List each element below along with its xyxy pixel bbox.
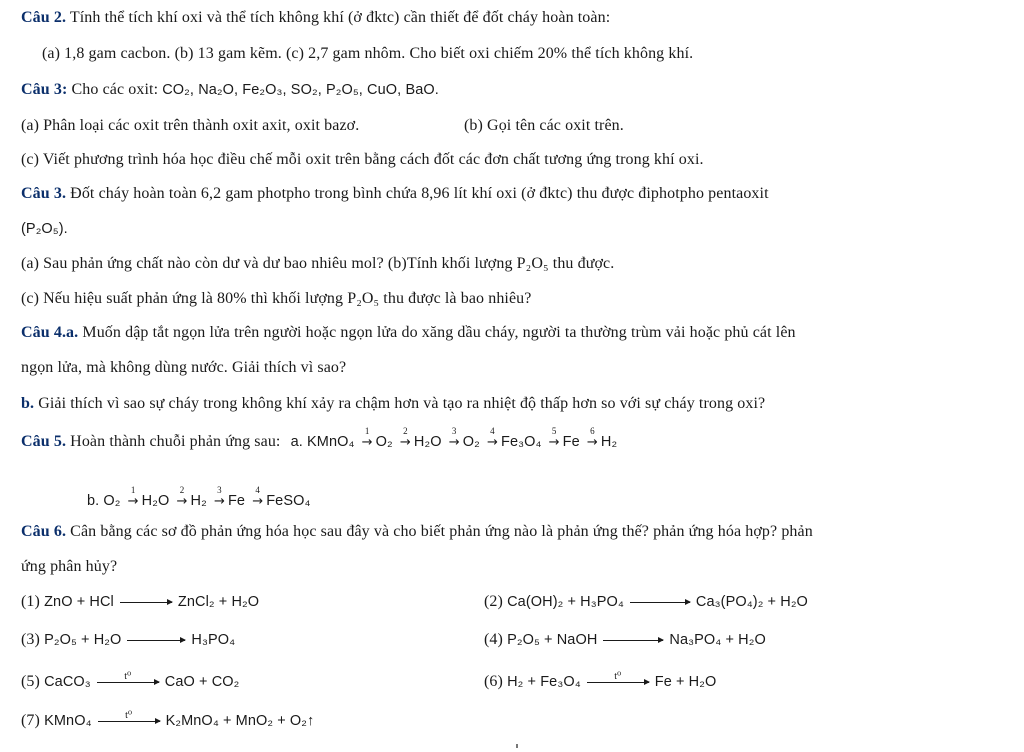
reaction-3 (21, 630, 235, 650)
reaction-arrow: 2 → (176, 485, 188, 509)
q3-label: Câu 3: (21, 81, 68, 98)
oxide: CuO (367, 82, 398, 98)
chain-a-item: H₂O (413, 434, 442, 450)
q3b-label: Câu 3. (21, 185, 67, 202)
q3b-c: (c) Nếu hiệu suất phản ứng là 80% thì khối lượng P₂O₅ thu được là bao nhiêu? (21, 290, 532, 307)
reaction-arrow-heat: t⁰ (587, 682, 649, 683)
q6-line2: ứng phân hủy? (21, 558, 118, 575)
reaction-7 (21, 711, 314, 731)
q3-text: Cho các oxit: (71, 81, 159, 98)
reaction-lhs: P₂O₅ + NaOH (507, 632, 598, 648)
q3-b: (b) Gọi tên các oxit trên. (464, 117, 624, 134)
reaction-rhs: ZnCl₂ + H₂O (177, 594, 260, 610)
scan-mark (516, 744, 518, 748)
q3-c: (c) Viết phương trình hóa học điều chế mỗi oxit trên bằng cách đốt các đơn chất tương ứng trong khí oxi. (21, 151, 704, 168)
q2-label: Câu 2. (21, 9, 67, 26)
reaction-arrow-heat: t⁰ (98, 721, 160, 722)
q4-line (21, 323, 796, 343)
reaction-lhs: P₂O₅ + H₂O (44, 632, 122, 648)
chain-b (87, 485, 311, 512)
reaction-number: (3) (21, 631, 40, 648)
reaction-arrow: 3 → (213, 485, 225, 509)
reaction-1 (21, 592, 259, 612)
q2-line2: (a) 1,8 gam cacbon. (b) 13 gam kẽm. (c) 2,7 gam nhôm. Cho biết oxi chiếm 20% thể tích không khí. (42, 45, 694, 62)
oxide: SO₂ (290, 82, 318, 98)
reaction-lhs: H₂ + Fe₃O₄ (507, 674, 581, 690)
q5-line (21, 426, 618, 453)
oxide: CO₂ (162, 82, 190, 98)
reaction-arrow: 2 → (399, 426, 411, 450)
q6-line (21, 522, 813, 542)
oxide: P₂O₅ (325, 82, 359, 98)
reaction-arrow (120, 602, 172, 603)
reaction-arrow: 4 → (252, 485, 264, 509)
reaction-4 (484, 630, 766, 650)
q6-label: Câu 6. (21, 523, 67, 540)
reaction-arrow (127, 640, 185, 641)
q3b-text: Đốt cháy hoàn toàn 6,2 gam photpho trong bình chứa 8,96 lít khí oxi (ở đktc) thu được điphotpho pentaoxit (70, 185, 769, 202)
reaction-lhs: CaCO₃ (44, 674, 91, 690)
reaction-rhs: Na₃PO₄ + H₂O (669, 632, 766, 648)
q3-line (21, 80, 439, 100)
q4-line2: ngọn lửa, mà không dùng nước. Giải thích vì sao? (21, 359, 347, 376)
q3b-line (21, 184, 769, 204)
reaction-arrow: 5 → (548, 426, 560, 450)
reaction-arrow-heat: t⁰ (97, 682, 159, 683)
reaction-2 (484, 592, 808, 612)
chain-a (290, 426, 618, 450)
q5-label: Câu 5. (21, 433, 67, 450)
chain-a-start: a. KMnO₄ (290, 434, 355, 450)
reaction-lhs: KMnO₄ (44, 713, 92, 729)
oxide: Na₂O (198, 82, 235, 98)
reaction-number: (2) (484, 593, 503, 610)
reaction-arrow (603, 640, 663, 641)
chain-b-item: H₂ (190, 493, 207, 509)
reaction-lhs: ZnO + HCl (44, 594, 114, 610)
q6-text: Cân bằng các sơ đồ phản ứng hóa học sau đây và cho biết phản ứng nào là phản ứng thế? phản ứng hóa hợp? phản (70, 523, 813, 540)
reaction-number: (5) (21, 673, 40, 690)
q3b-a: (a) Sau phản ứng chất nào còn dư và dư bao nhiêu mol? (b)Tính khối lượng P₂O₅ thu được. (21, 255, 615, 272)
reaction-number: (6) (484, 673, 503, 690)
chain-a-item: O₂ (462, 434, 480, 450)
q4-text: Muốn dập tắt ngọn lửa trên người hoặc ngọn lửa do xăng dầu cháy, người ta thường trùm vải hoặc phủ cát lên (82, 324, 796, 341)
reaction-arrow: 6 → (586, 426, 598, 450)
reaction-arrow: 3 → (448, 426, 460, 450)
q5-text: Hoàn thành chuỗi phản ứng sau: (70, 433, 281, 450)
reaction-arrow: 1 → (361, 426, 373, 450)
chain-a-item: O₂ (375, 434, 393, 450)
reaction-rhs: K₂MnO₄ + MnO₂ + O₂↑ (165, 713, 315, 729)
q4-b (21, 394, 765, 414)
chain-b-item: H₂O (141, 493, 170, 509)
q3-a: (a) Phân loại các oxit trên thành oxit axit, oxit bazơ. (21, 117, 360, 134)
chain-b-item: Fe (227, 493, 246, 509)
q2-line (21, 8, 610, 28)
q3-oxides: CO₂, Na₂O, Fe₂O₃, SO₂, P₂O₅, CuO, BaO. (162, 82, 439, 98)
reaction-rhs: CaO + CO₂ (164, 674, 240, 690)
chain-a-item: Fe₃O₄ (500, 434, 542, 450)
reaction-6 (484, 672, 716, 692)
reaction-rhs: Fe + H₂O (654, 674, 717, 690)
q4-b-label: b. (21, 395, 35, 412)
reaction-number: (4) (484, 631, 503, 648)
oxide: BaO. (405, 82, 439, 98)
chain-a-item: Fe (562, 434, 580, 450)
reaction-number: (1) (21, 593, 40, 610)
chain-b-item: FeSO₄ (266, 493, 311, 509)
reaction-arrow: 4 → (486, 426, 498, 450)
oxide: Fe₂O₃ (242, 82, 283, 98)
chain-a-item: H₂ (600, 434, 618, 450)
chain-b-start: b. O₂ (87, 493, 121, 509)
reaction-rhs: H₃PO₄ (191, 632, 236, 648)
reaction-number: (7) (21, 712, 40, 729)
reaction-arrow (630, 602, 690, 603)
reaction-5 (21, 672, 239, 692)
q4-b-text: Giải thích vì sao sự cháy trong không khí xảy ra chậm hơn và tạo ra nhiệt độ thấp hơn so với sự cháy trong oxi? (38, 395, 766, 412)
reaction-lhs: Ca(OH)₂ + H₃PO₄ (507, 594, 624, 610)
reaction-rhs: Ca₃(PO₄)₂ + H₂O (695, 594, 808, 610)
q3b-formula: (P₂O₅). (21, 221, 68, 237)
q4-label: Câu 4.a. (21, 324, 79, 341)
reaction-arrow: 1 → (127, 485, 139, 509)
q2-text: Tính thể tích khí oxi và thể tích không khí (ở đktc) cần thiết để đốt cháy hoàn toàn: (69, 9, 611, 26)
